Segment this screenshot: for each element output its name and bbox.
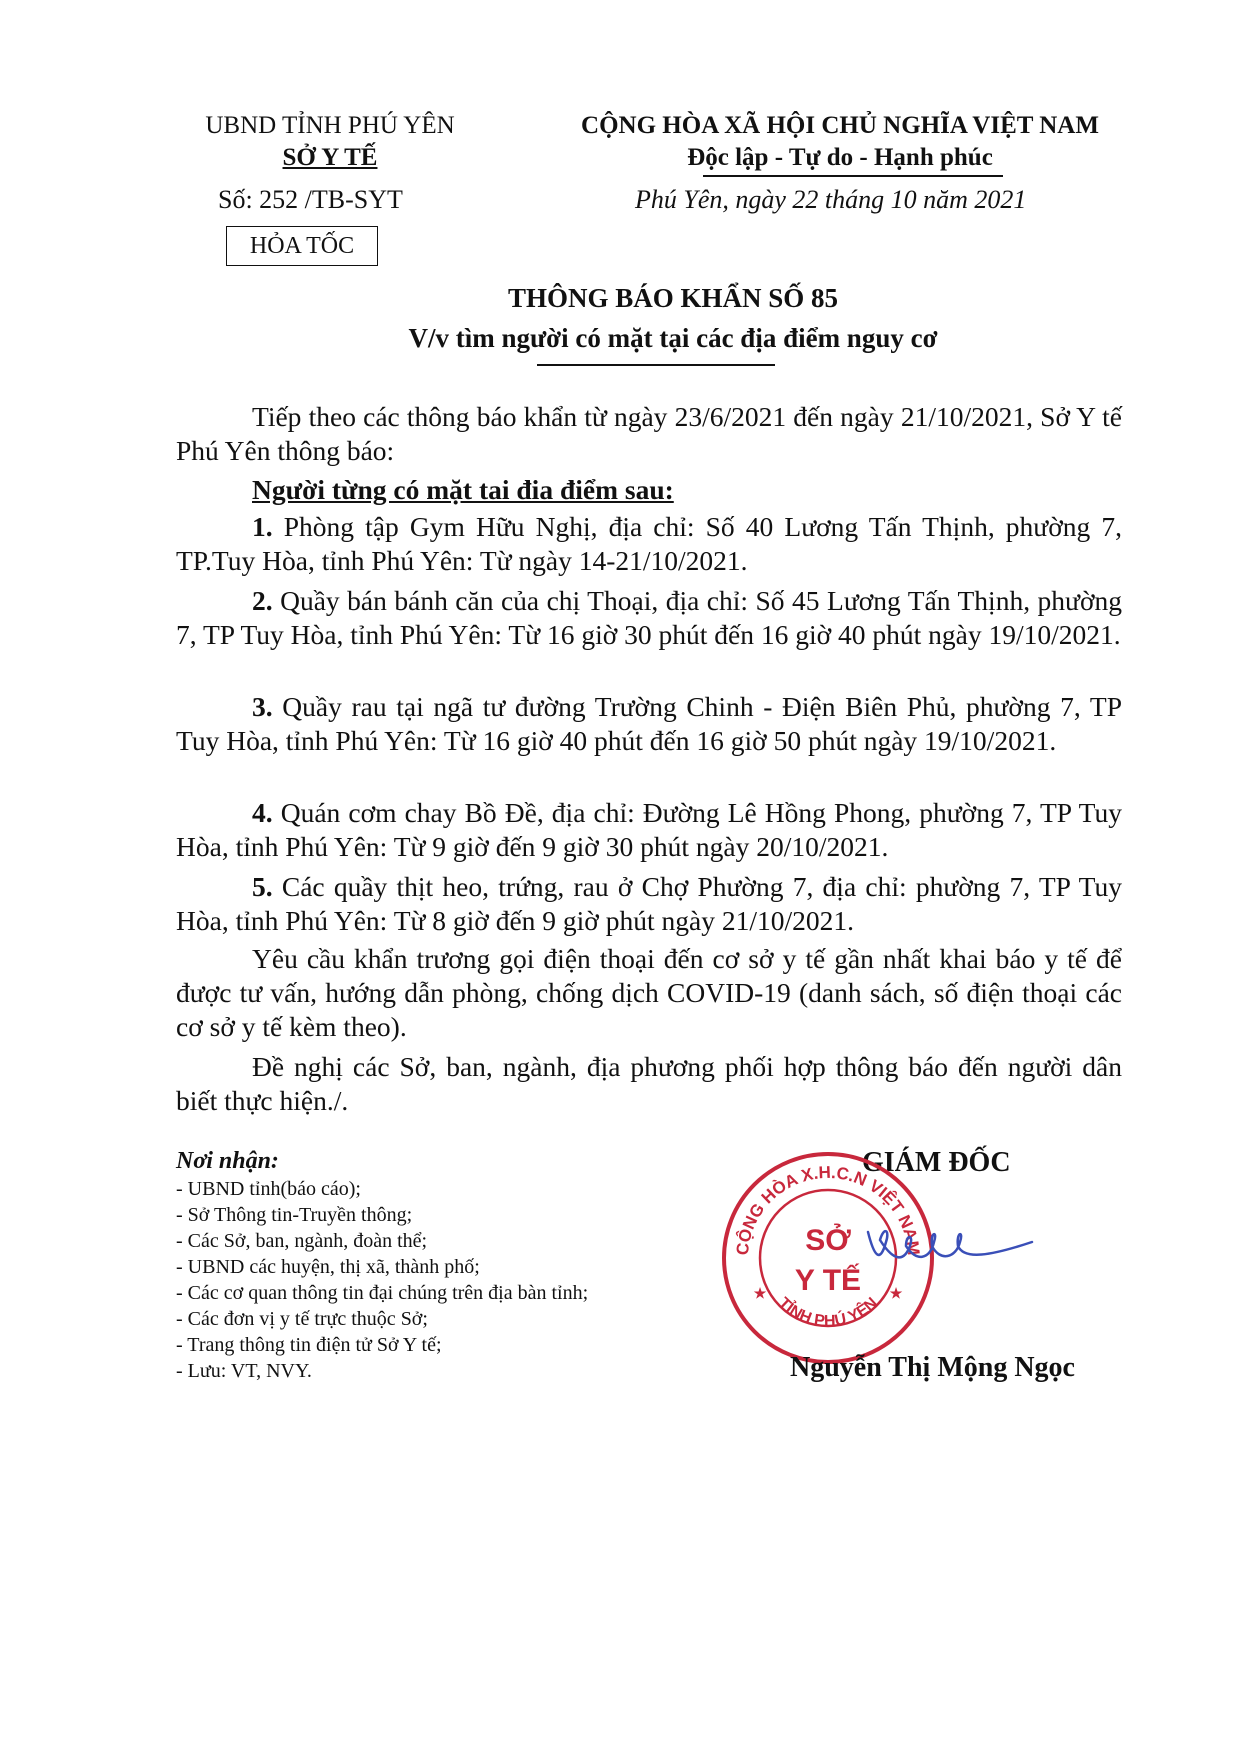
- document-title: THÔNG BÁO KHẨN SỐ 85: [507, 283, 839, 313]
- location-item: [176, 690, 1122, 758]
- stamp-center-line1: SỞ: [805, 1224, 851, 1257]
- national-motto: Độc lập - Tự do - Hạnh phúc: [687, 144, 993, 171]
- stamp-ring-text: CỘNG HÒA X.H.C.N VIỆT NAM: [732, 1162, 924, 1257]
- item-number: 3.: [252, 691, 273, 722]
- item-number: 4.: [252, 797, 273, 828]
- item-number: 1.: [252, 511, 273, 542]
- item-text: Quán cơm chay Bồ Đề, địa chỉ: Đường Lê Hồng Phong, phường 7, TP Tuy Hòa, tỉnh Phú Yên: Từ 9 giờ đến 9 giờ 30 phút ngày 20/10/2021.: [176, 797, 1122, 862]
- stamp-center-line2: Y TẾ: [794, 1264, 862, 1297]
- item-text: Phòng tập Gym Hữu Nghị, địa chỉ: Số 40 Lương Tấn Thịnh, phường 7, TP.Tuy Hòa, tỉnh Phú Yên: Từ ngày 14-21/10/2021.: [176, 511, 1122, 576]
- country-name: CỘNG HÒA XÃ HỘI CHỦ NGHĨA VIỆT NAM: [581, 112, 1099, 139]
- national-heading: [560, 110, 1120, 174]
- item-text: Quầy rau tại ngã tư đường Trường Chinh - Điện Biên Phủ, phường 7, TP Tuy Hòa, tỉnh Phú Yên: Từ 16 giờ 40 phút đến 16 giờ 50 phút ngày 19/10/2021.: [176, 691, 1122, 756]
- location-item: [176, 796, 1122, 864]
- recipients-list: [176, 1146, 696, 1384]
- urgency-badge: HỎA TỐC: [226, 226, 378, 266]
- location-item: [176, 870, 1122, 938]
- proposal-paragraph: Đề nghị các Sở, ban, ngành, địa phương phối hợp thông báo đến người dân biết thực hiện./.: [176, 1051, 1122, 1116]
- stamp-star: ★: [889, 1285, 903, 1301]
- place-date: Phú Yên, ngày 22 tháng 10 năm 2021: [635, 185, 1027, 214]
- motto-underline: [703, 175, 1003, 177]
- location-item: [176, 584, 1122, 652]
- item-text: Các quầy thịt heo, trứng, rau ở Chợ Phường 7, địa chỉ: phường 7, TP Tuy Hòa, tỉnh Phú Yên: Từ 8 giờ đến 9 giờ phút ngày 21/10/2021.: [176, 871, 1122, 936]
- recipient-item: - Sở Thông tin-Truyền thông;: [176, 1204, 413, 1226]
- document-subtitle: V/v tìm người có mặt tại các địa điểm nguy cơ: [408, 323, 938, 353]
- recipient-item: - Các cơ quan thông tin đại chúng trên địa bàn tỉnh;: [176, 1282, 589, 1304]
- issuing-authority: UBND TỈNH PHÚ YÊN: [205, 112, 455, 139]
- recipient-item: - UBND các huyện, thị xã, thành phố;: [176, 1256, 480, 1278]
- recipients-heading: Nơi nhận:: [176, 1148, 279, 1174]
- stamp-bottom-text: TỈNH PHÚ YÊN: [774, 1294, 882, 1331]
- recipient-item: - Trang thông tin điện tử Sở Y tế;: [176, 1334, 442, 1356]
- item-text: Quầy bán bánh căn của chị Thoại, địa chỉ: Số 45 Lương Tấn Thịnh, phường 7, TP Tuy Hòa, tỉnh Phú Yên: Từ 16 giờ 30 phút đến 16 giờ 40 phút ngày 19/10/2021.: [176, 585, 1122, 650]
- item-number: 2.: [252, 585, 273, 616]
- stamp-star: ★: [753, 1285, 767, 1301]
- recipient-item: - Các đơn vị y tế trực thuộc Sở;: [176, 1308, 428, 1330]
- document-number: Số: 252 /TB-SYT: [218, 185, 403, 214]
- signer-name: Nguyễn Thị Mộng Ngọc: [790, 1352, 1075, 1383]
- signer-title: GIÁM ĐỐC: [862, 1147, 1011, 1178]
- issuer-block: [170, 110, 490, 174]
- subtitle-underline: [537, 364, 775, 366]
- recipient-item: - Các Sở, ban, ngành, đoàn thể;: [176, 1230, 428, 1252]
- recipient-item: - Lưu: VT, NVY.: [176, 1360, 312, 1382]
- people-heading: Người từng có mặt tai đia điểm sau:: [252, 474, 674, 505]
- issuing-department: SỞ Y TẾ: [282, 144, 378, 171]
- item-number: 5.: [252, 871, 273, 902]
- handwritten-signature: [860, 1212, 1040, 1272]
- location-item: [176, 510, 1122, 578]
- intro-paragraph: Tiếp theo các thông báo khẩn từ ngày 23/6/2021 đến ngày 21/10/2021, Sở Y tế Phú Yên thông báo:: [176, 401, 1122, 466]
- recipient-item: - UBND tỉnh(báo cáo);: [176, 1178, 361, 1200]
- request-paragraph: Yêu cầu khẩn trương gọi điện thoại đến cơ sở y tế gần nhất khai báo y tế để được tư vấn, hướng dẫn phòng, chống dịch COVID-19 (danh sách, số điện thoại các cơ sở y tế kèm theo).: [176, 943, 1122, 1042]
